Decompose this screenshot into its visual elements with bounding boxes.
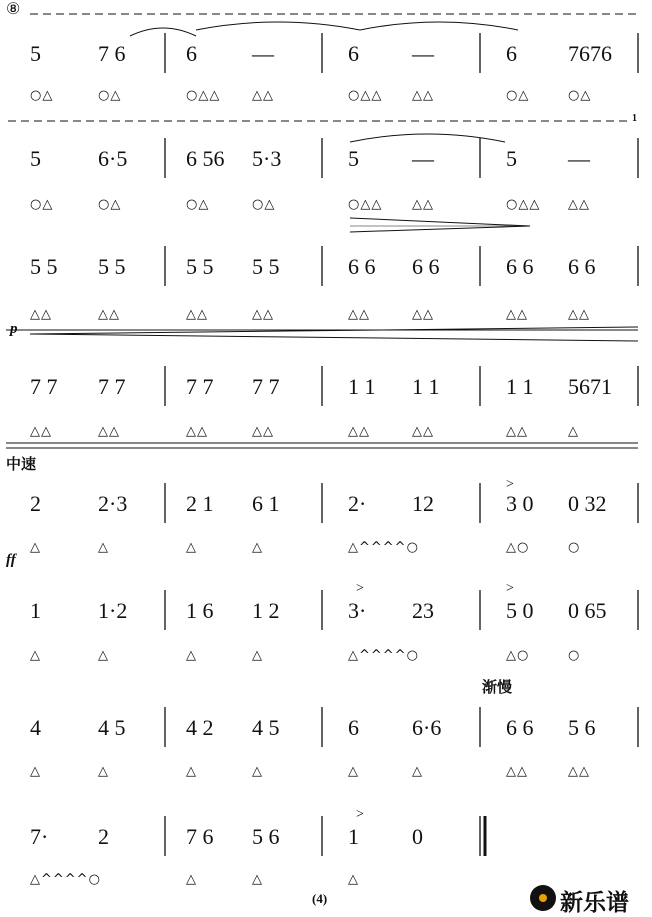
percussion-symbol: △ (98, 648, 109, 663)
note-group: 5 0 (506, 598, 534, 623)
percussion-symbol: △ (186, 648, 197, 663)
note-group: 5 6 (252, 824, 280, 849)
percussion-symbol: △△ (506, 424, 528, 439)
note-group: 7 6 (186, 824, 214, 849)
percussion-symbol: △△ (568, 307, 590, 322)
percussion-symbol: △△ (506, 764, 528, 779)
percussion-symbol: △ (412, 764, 423, 779)
percussion-symbol: ○△ (506, 88, 530, 103)
note-group: 3· (348, 598, 367, 623)
note-group: 5 5 (252, 254, 280, 279)
tie-curve (360, 22, 518, 30)
note-group: 7 7 (252, 374, 280, 399)
tie-curve (130, 28, 196, 36)
percussion-symbol: △△ (568, 764, 590, 779)
note-group: 0 65 (568, 598, 607, 623)
note-group: 1 1 (506, 374, 534, 399)
note-group: 23 (412, 598, 434, 623)
accent-mark: > (356, 581, 364, 596)
percussion-symbol: △ (252, 540, 263, 555)
note-group: 7 7 (30, 374, 58, 399)
note-group: 0 (412, 824, 423, 849)
percussion-symbol: △ (98, 764, 109, 779)
percussion-symbol: △△ (252, 307, 274, 322)
percussion-symbol: △△ (252, 88, 274, 103)
percussion-symbol: ○△ (252, 197, 276, 212)
percussion-symbol: △△ (412, 88, 434, 103)
percussion-symbol: △ (30, 648, 41, 663)
percussion-symbol: △○ (506, 648, 530, 663)
note-group: 6·5 (98, 146, 128, 171)
note-group: 5 (348, 146, 359, 171)
note-group: 7 7 (186, 374, 214, 399)
note-group: 6 (348, 41, 359, 66)
note-group: 6 6 (568, 254, 596, 279)
percussion-symbol: ○△△ (348, 197, 383, 212)
note-group: — (412, 41, 434, 66)
percussion-symbol: ○△ (186, 197, 210, 212)
note-group: 4 5 (252, 715, 280, 740)
percussion-symbol: △△ (186, 424, 208, 439)
note-group: 7676 (568, 41, 612, 66)
percussion-symbol: △△ (506, 307, 528, 322)
percussion-symbol: △△ (568, 197, 590, 212)
note-group: 5 (30, 146, 41, 171)
percussion-symbol: △ (252, 872, 263, 887)
note-group: — (252, 41, 274, 66)
note-group: 4 5 (98, 715, 126, 740)
note-group: 3 0 (506, 491, 534, 516)
note-group: 5·3 (252, 146, 282, 171)
rehearsal-mark-8: ⑧ (6, 1, 21, 18)
percussion-symbol: ○△ (30, 197, 54, 212)
percussion-symbol: ○ (568, 648, 581, 663)
note-group: 2· (348, 491, 367, 516)
note-group: 1·2 (98, 598, 128, 623)
note-group: 5 6 (568, 715, 596, 740)
note-group: 5 5 (98, 254, 126, 279)
percussion-symbol: △△ (348, 424, 370, 439)
note-group: 5671 (568, 374, 612, 399)
note-group: 7· (30, 824, 49, 849)
note-group: 6 6 (348, 254, 376, 279)
accent-mark: > (506, 581, 514, 596)
tie-curve (350, 134, 505, 142)
percussion-symbol: ○△△ (186, 88, 221, 103)
percussion-symbol: △△ (186, 307, 208, 322)
tempo-slowing: 渐慢 (482, 678, 513, 696)
note-group: 5 (30, 41, 41, 66)
hairpin-line (350, 226, 530, 232)
site-logo (528, 880, 648, 914)
dynamic-piano: p (10, 321, 18, 337)
percussion-symbol: ○△ (98, 197, 122, 212)
page-number: (4) (312, 891, 328, 906)
note-group: 7 6 (98, 41, 126, 66)
hairpin-line (30, 334, 638, 341)
percussion-symbol: △ (30, 764, 41, 779)
note-group: 6 1 (252, 491, 280, 516)
note-group: 6·6 (412, 715, 442, 740)
note-group: 6 (186, 41, 197, 66)
note-group: 5 5 (30, 254, 58, 279)
percussion-symbol: △△ (30, 307, 52, 322)
percussion-symbol: △ (568, 424, 579, 439)
percussion-symbol: △ (186, 540, 197, 555)
note-group: 5 (506, 146, 517, 171)
note-group: 2·3 (98, 491, 128, 516)
note-group: 4 2 (186, 715, 214, 740)
percussion-symbol: ○△ (30, 88, 54, 103)
note-group: 6 6 (506, 715, 534, 740)
note-group: 7 7 (98, 374, 126, 399)
percussion-symbol: △△ (98, 307, 120, 322)
note-group: 0 32 (568, 491, 607, 516)
note-group: 1 2 (252, 598, 280, 623)
note-group: 6 (506, 41, 517, 66)
record-disc-icon (530, 885, 556, 911)
percussion-symbol: △△ (348, 307, 370, 322)
percussion-symbol: △ (348, 764, 359, 779)
percussion-symbol: △○ (506, 540, 530, 555)
percussion-symbol: △△ (252, 424, 274, 439)
line-number: 1 (632, 113, 637, 124)
percussion-symbol: ○△ (98, 88, 122, 103)
note-group: 4 (30, 715, 41, 740)
percussion-symbol: △ (186, 764, 197, 779)
percussion-symbol: △ (186, 872, 197, 887)
percussion-symbol: △ (98, 540, 109, 555)
note-group: 2 (30, 491, 41, 516)
note-group: 6 (348, 715, 359, 740)
percussion-symbol: △△ (98, 424, 120, 439)
note-group: 6 56 (186, 146, 225, 171)
percussion-symbol: △^^^^○ (348, 540, 419, 555)
note-group: 6 6 (412, 254, 440, 279)
note-group: 1 1 (348, 374, 376, 399)
tie-curve (196, 22, 360, 30)
note-group: 1 6 (186, 598, 214, 623)
note-group: — (412, 146, 434, 171)
percussion-symbol: △ (348, 872, 359, 887)
note-group: 1 (348, 824, 359, 849)
logo-text: 新乐谱 (560, 890, 629, 916)
percussion-symbol: △△ (412, 424, 434, 439)
percussion-symbol: △△ (30, 424, 52, 439)
accent-mark: > (356, 807, 364, 822)
dynamic-fortissimo: ff (6, 552, 16, 568)
percussion-symbol: ○△△ (506, 197, 541, 212)
note-group: 2 1 (186, 491, 214, 516)
tempo-moderate: 中速 (6, 455, 37, 473)
note-group: 6 6 (506, 254, 534, 279)
note-group: 1 (30, 598, 41, 623)
percussion-symbol: △△ (412, 307, 434, 322)
note-group: 5 5 (186, 254, 214, 279)
percussion-symbol: △ (252, 764, 263, 779)
percussion-symbol: △^^^^○ (30, 872, 101, 887)
hairpin-line (350, 218, 530, 226)
percussion-symbol: △ (252, 648, 263, 663)
note-group: — (568, 146, 590, 171)
accent-mark: > (506, 477, 514, 492)
percussion-symbol: ○ (568, 540, 581, 555)
percussion-symbol: ○△△ (348, 88, 383, 103)
note-group: 1 1 (412, 374, 440, 399)
note-group: 12 (412, 491, 434, 516)
percussion-symbol: △^^^^○ (348, 648, 419, 663)
note-group: 2 (98, 824, 109, 849)
percussion-symbol: △ (30, 540, 41, 555)
percussion-symbol: △△ (412, 197, 434, 212)
percussion-symbol: ○△ (568, 88, 592, 103)
